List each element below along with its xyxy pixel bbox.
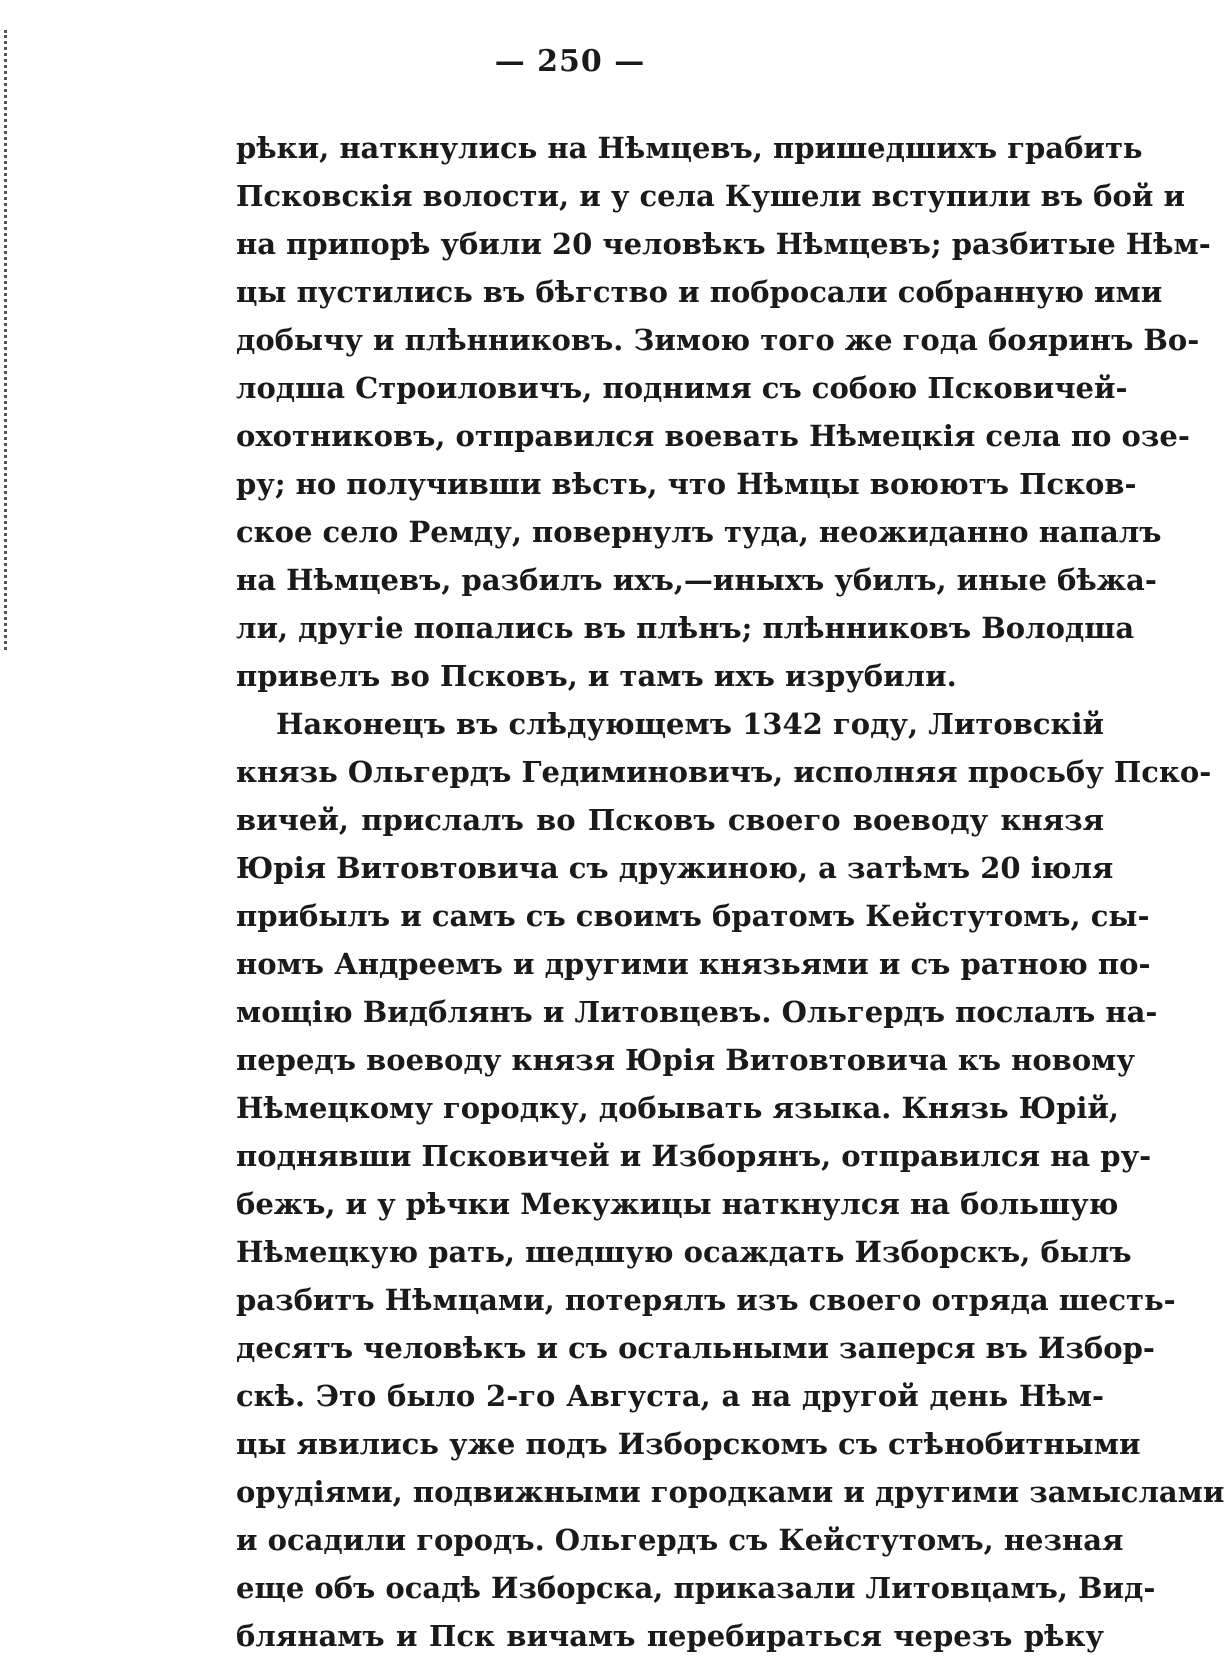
text-line: лодша Строиловичъ, поднимя съ собою Псковичей- bbox=[236, 371, 1128, 405]
text-line: орудіями, подвижными городками и другими замыслами bbox=[236, 1475, 1224, 1509]
text-line: Наконецъ въ слѣдующемъ 1342 году, Литовскій bbox=[276, 707, 1104, 741]
text-line: вичей, прислалъ во Псковъ своего воеводу князя bbox=[236, 803, 1104, 837]
text-line: Юрія Витовтовича съ дружиною, а затѣмъ 20 іюля bbox=[236, 851, 1114, 885]
text-line: ли, другіе попались въ плѣнъ; плѣнниковъ Володша bbox=[236, 611, 1135, 645]
text-line: цы пустились въ бѣгство и побросали собранную ими bbox=[236, 275, 1163, 309]
text-line: бежъ, и у рѣчки Мекужицы наткнулся на большую bbox=[236, 1187, 1119, 1221]
text-line: еще объ осадѣ Изборска, приказали Литовцамъ, Вид- bbox=[236, 1571, 1156, 1605]
text-line: добычу и плѣнниковъ. Зимою того же года бояринъ Во- bbox=[236, 323, 1200, 357]
text-line: прибылъ и самъ съ своимъ братомъ Кейстутомъ, сы- bbox=[236, 899, 1150, 933]
text-line: Псковскія волости, и у села Кушели вступили въ бой и bbox=[236, 179, 1185, 213]
text-line: передъ воеводу князя Юрія Витовтовича къ новому bbox=[236, 1043, 1135, 1077]
body-text bbox=[236, 124, 1224, 1660]
margin-scan-artifact bbox=[4, 30, 13, 650]
text-line: поднявши Псковичей и Изборянъ, отправился на ру- bbox=[236, 1139, 1152, 1173]
page-number: — 250 — bbox=[494, 44, 646, 79]
text-line: скѣ. Это было 2-го Августа, а на другой день Нѣм- bbox=[236, 1379, 1104, 1413]
text-line: на припорѣ убили 20 человѣкъ Нѣмцевъ; разбитые Нѣм- bbox=[236, 227, 1211, 261]
text-line: и осадили городъ. Ольгердъ съ Кейстутомъ, незная bbox=[236, 1523, 1124, 1557]
text-line: номъ Андреемъ и другими князьями и съ ратною по- bbox=[236, 947, 1151, 981]
text-line: ское село Ремду, повернулъ туда, неожиданно напалъ bbox=[236, 515, 1162, 549]
text-line: Нѣмецкому городку, добывать языка. Князь Юрій, bbox=[236, 1091, 1119, 1125]
text-line: привелъ во Псковъ, и тамъ ихъ изрубили. bbox=[236, 659, 957, 693]
text-line: десятъ человѣкъ и съ остальными заперся въ Избор- bbox=[236, 1331, 1155, 1365]
text-line: рѣки, наткнулись на Нѣмцевъ, пришедшихъ грабить bbox=[236, 131, 1143, 165]
text-line: Нѣмецкую рать, шедшую осаждать Изборскъ, былъ bbox=[236, 1235, 1132, 1269]
text-line: блянамъ и Пск вичамъ перебираться черезъ рѣку bbox=[236, 1619, 1104, 1653]
text-line: на Нѣмцевъ, разбилъ ихъ,—иныхъ убилъ, иные бѣжа- bbox=[236, 563, 1157, 597]
text-line: князь Ольгердъ Гедиминовичъ, исполняя просьбу Пско- bbox=[236, 755, 1212, 789]
text-line: ру; но получивши вѣсть, что Нѣмцы воюютъ Псков- bbox=[236, 467, 1137, 501]
text-line: разбитъ Нѣмцами, потерялъ изъ своего отряда шесть- bbox=[236, 1283, 1176, 1317]
text-line: мощію Видблянъ и Литовцевъ. Ольгердъ послалъ на- bbox=[236, 995, 1158, 1029]
text-line: цы явились уже подъ Изборскомъ съ стѣнобитными bbox=[236, 1427, 1141, 1461]
text-line: охотниковъ, отправился воевать Нѣмецкія села по озе- bbox=[236, 419, 1190, 453]
